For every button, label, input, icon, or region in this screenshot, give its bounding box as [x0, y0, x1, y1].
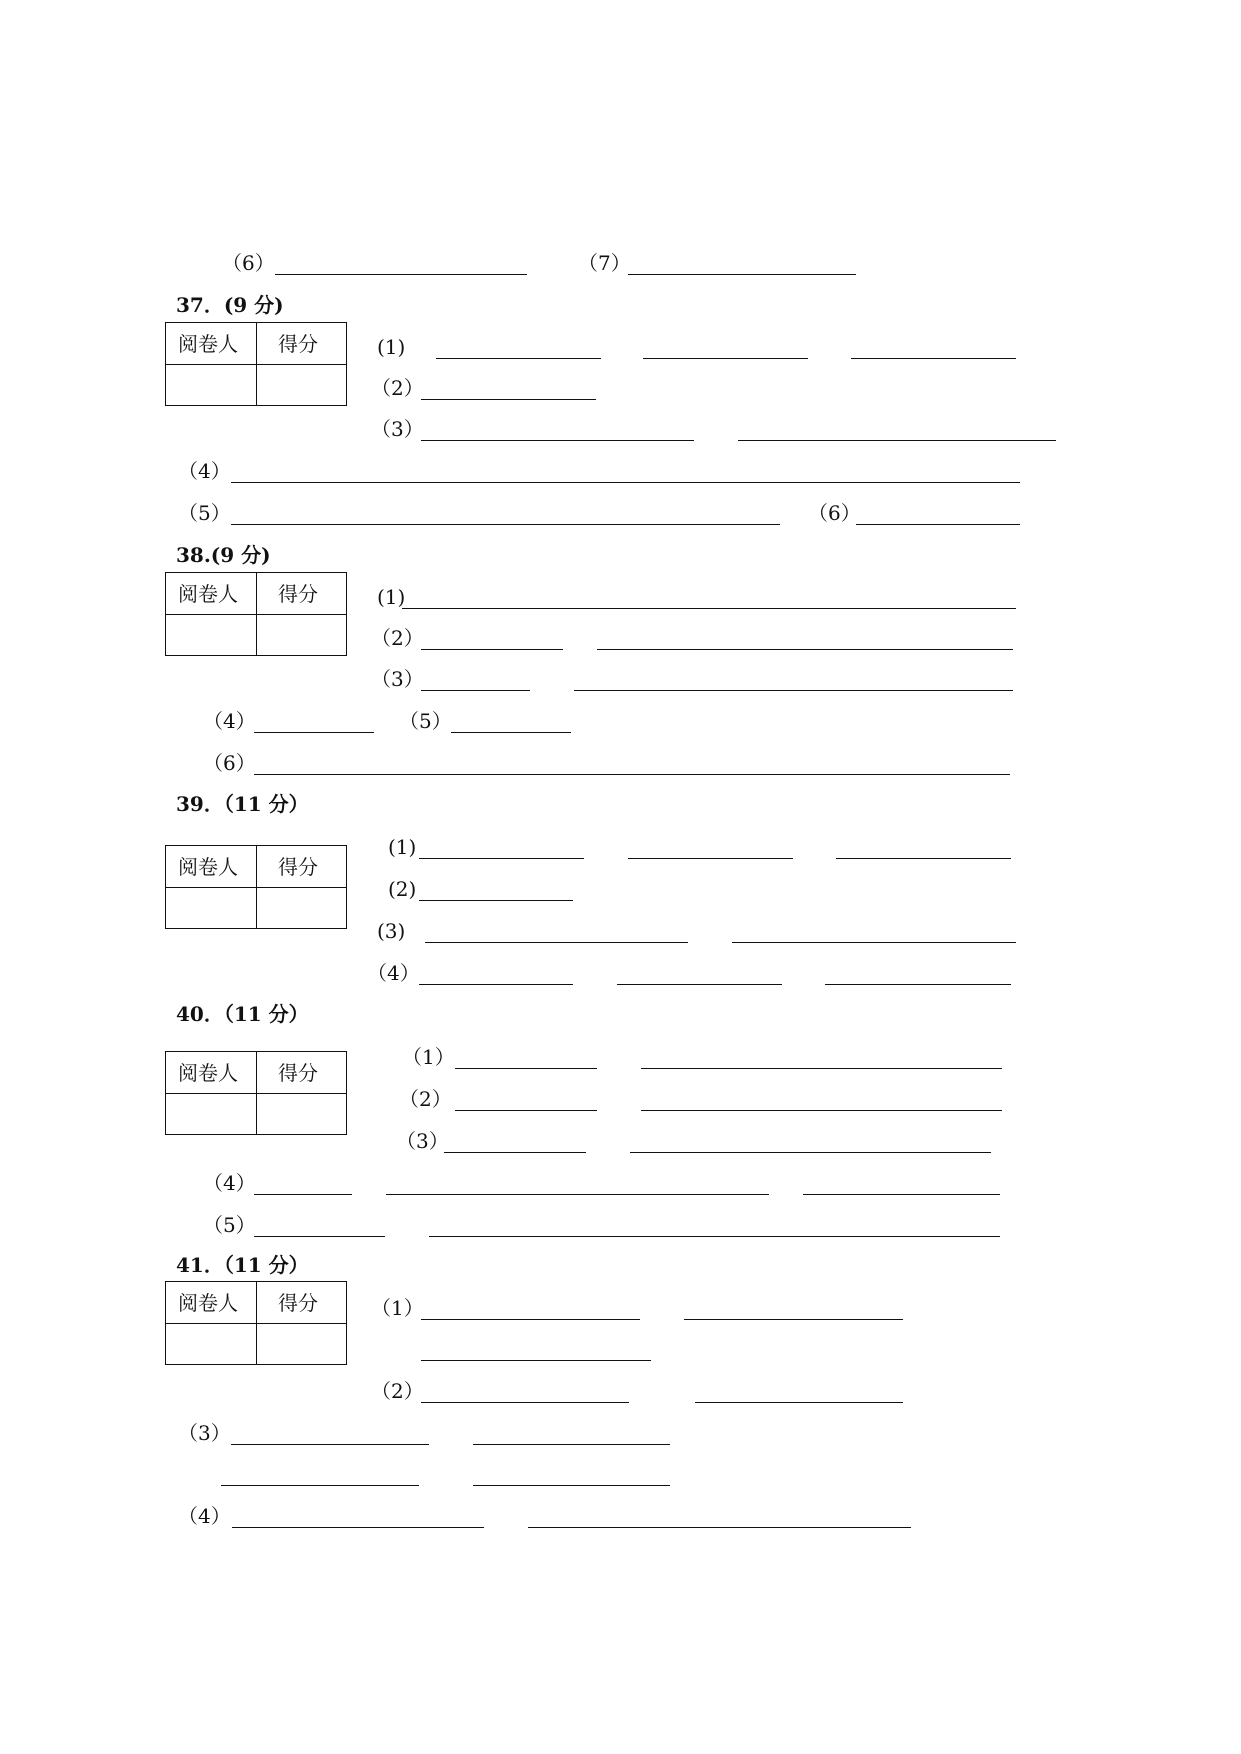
- answer-blank[interactable]: [836, 858, 1011, 859]
- answer-blank[interactable]: [628, 858, 793, 859]
- marker-4: （4）: [178, 1504, 231, 1528]
- score-label: 得分: [278, 332, 318, 356]
- marker-7: （7）: [578, 251, 631, 275]
- grading-box: [165, 845, 347, 929]
- answer-blank[interactable]: [275, 274, 527, 275]
- marker-1: （1）: [402, 1045, 455, 1069]
- answer-blank[interactable]: [254, 774, 1010, 775]
- q37-title: 37．(9 分): [176, 293, 284, 317]
- answer-blank[interactable]: [695, 1402, 903, 1403]
- answer-blank[interactable]: [231, 482, 1020, 483]
- answer-blank[interactable]: [436, 358, 601, 359]
- answer-blank[interactable]: [643, 358, 808, 359]
- answer-blank[interactable]: [528, 1527, 911, 1528]
- score-field[interactable]: [257, 365, 346, 405]
- reviewer-field[interactable]: [166, 1094, 255, 1134]
- answer-blank[interactable]: [597, 649, 1013, 650]
- marker-5: （5）: [203, 1213, 256, 1237]
- marker-2: （2）: [399, 1087, 452, 1111]
- answer-blank[interactable]: [386, 1194, 769, 1195]
- score-field[interactable]: [257, 888, 346, 928]
- marker-5: （5）: [399, 709, 452, 733]
- reviewer-label: 阅卷人: [178, 332, 238, 356]
- answer-blank[interactable]: [444, 1152, 586, 1153]
- answer-blank[interactable]: [419, 900, 573, 901]
- reviewer-field[interactable]: [166, 365, 255, 405]
- marker-2: （2）: [371, 626, 424, 650]
- answer-blank[interactable]: [421, 440, 694, 441]
- reviewer-label: 阅卷人: [178, 1061, 238, 1085]
- marker-3: （3）: [396, 1129, 449, 1153]
- reviewer-field[interactable]: [166, 615, 255, 655]
- grading-box: [165, 572, 347, 656]
- answer-blank[interactable]: [851, 358, 1016, 359]
- answer-blank[interactable]: [856, 524, 1020, 525]
- score-field[interactable]: [257, 1324, 346, 1364]
- marker-2: (2): [388, 877, 417, 901]
- reviewer-label: 阅卷人: [178, 1291, 238, 1315]
- answer-blank[interactable]: [231, 1444, 429, 1445]
- reviewer-field[interactable]: [166, 888, 255, 928]
- answer-blank[interactable]: [254, 1236, 385, 1237]
- marker-4: （4）: [203, 1171, 256, 1195]
- answer-blank[interactable]: [641, 1068, 1002, 1069]
- marker-3: （3）: [178, 1421, 231, 1445]
- answer-blank[interactable]: [419, 858, 584, 859]
- marker-3: (3): [377, 919, 406, 943]
- q41-title: 41．（11 分）: [176, 1253, 309, 1277]
- answer-blank[interactable]: [429, 1236, 1000, 1237]
- answer-blank[interactable]: [455, 1110, 597, 1111]
- answer-blank[interactable]: [473, 1485, 670, 1486]
- answer-blank[interactable]: [402, 608, 1016, 609]
- answer-blank[interactable]: [221, 1485, 419, 1486]
- answer-blank[interactable]: [421, 1319, 640, 1320]
- q38-title: 38.(9 分): [176, 543, 271, 567]
- answer-blank[interactable]: [421, 649, 563, 650]
- answer-blank[interactable]: [231, 524, 780, 525]
- answer-blank[interactable]: [641, 1110, 1002, 1111]
- answer-blank[interactable]: [425, 942, 688, 943]
- answer-blank[interactable]: [421, 690, 530, 691]
- marker-4: （4）: [367, 961, 420, 985]
- answer-blank[interactable]: [421, 1402, 629, 1403]
- grading-box: [165, 322, 347, 406]
- marker-2: （2）: [371, 1379, 424, 1403]
- marker-6: （6）: [808, 501, 861, 525]
- score-label: 得分: [278, 1291, 318, 1315]
- reviewer-label: 阅卷人: [178, 855, 238, 879]
- grading-box: [165, 1281, 347, 1365]
- answer-blank[interactable]: [825, 984, 1011, 985]
- marker-3: （3）: [371, 667, 424, 691]
- marker-4: （4）: [178, 459, 231, 483]
- marker-3: （3）: [371, 417, 424, 441]
- score-label: 得分: [278, 582, 318, 606]
- marker-1: （1）: [371, 1296, 424, 1320]
- marker-5: （5）: [178, 501, 231, 525]
- answer-blank[interactable]: [254, 1194, 352, 1195]
- reviewer-label: 阅卷人: [178, 582, 238, 606]
- q40-title: 40．（11 分）: [176, 1002, 309, 1026]
- marker-6: （6）: [203, 751, 256, 775]
- score-field[interactable]: [257, 615, 346, 655]
- answer-blank[interactable]: [630, 1152, 991, 1153]
- q39-title: 39．（11 分）: [176, 792, 309, 816]
- answer-blank[interactable]: [455, 1068, 597, 1069]
- answer-blank[interactable]: [803, 1194, 1000, 1195]
- answer-blank[interactable]: [254, 732, 374, 733]
- score-label: 得分: [278, 1061, 318, 1085]
- answer-blank[interactable]: [732, 942, 1016, 943]
- answer-blank[interactable]: [451, 732, 571, 733]
- answer-blank[interactable]: [628, 274, 856, 275]
- score-field[interactable]: [257, 1094, 346, 1134]
- answer-blank[interactable]: [419, 984, 573, 985]
- answer-blank[interactable]: [232, 1527, 484, 1528]
- answer-blank[interactable]: [617, 984, 782, 985]
- answer-blank[interactable]: [574, 690, 1013, 691]
- answer-blank[interactable]: [473, 1444, 670, 1445]
- marker-1: (1): [377, 585, 406, 609]
- marker-4: （4）: [203, 709, 256, 733]
- marker-1: (1): [388, 835, 417, 859]
- answer-blank[interactable]: [738, 440, 1056, 441]
- answer-blank[interactable]: [684, 1319, 903, 1320]
- marker-2: （2）: [371, 376, 424, 400]
- marker-1: (1): [377, 335, 406, 359]
- reviewer-field[interactable]: [166, 1324, 255, 1364]
- grading-box: [165, 1051, 347, 1135]
- answer-blank[interactable]: [421, 399, 596, 400]
- marker-6: （6）: [222, 251, 275, 275]
- score-label: 得分: [278, 855, 318, 879]
- answer-blank[interactable]: [421, 1360, 651, 1361]
